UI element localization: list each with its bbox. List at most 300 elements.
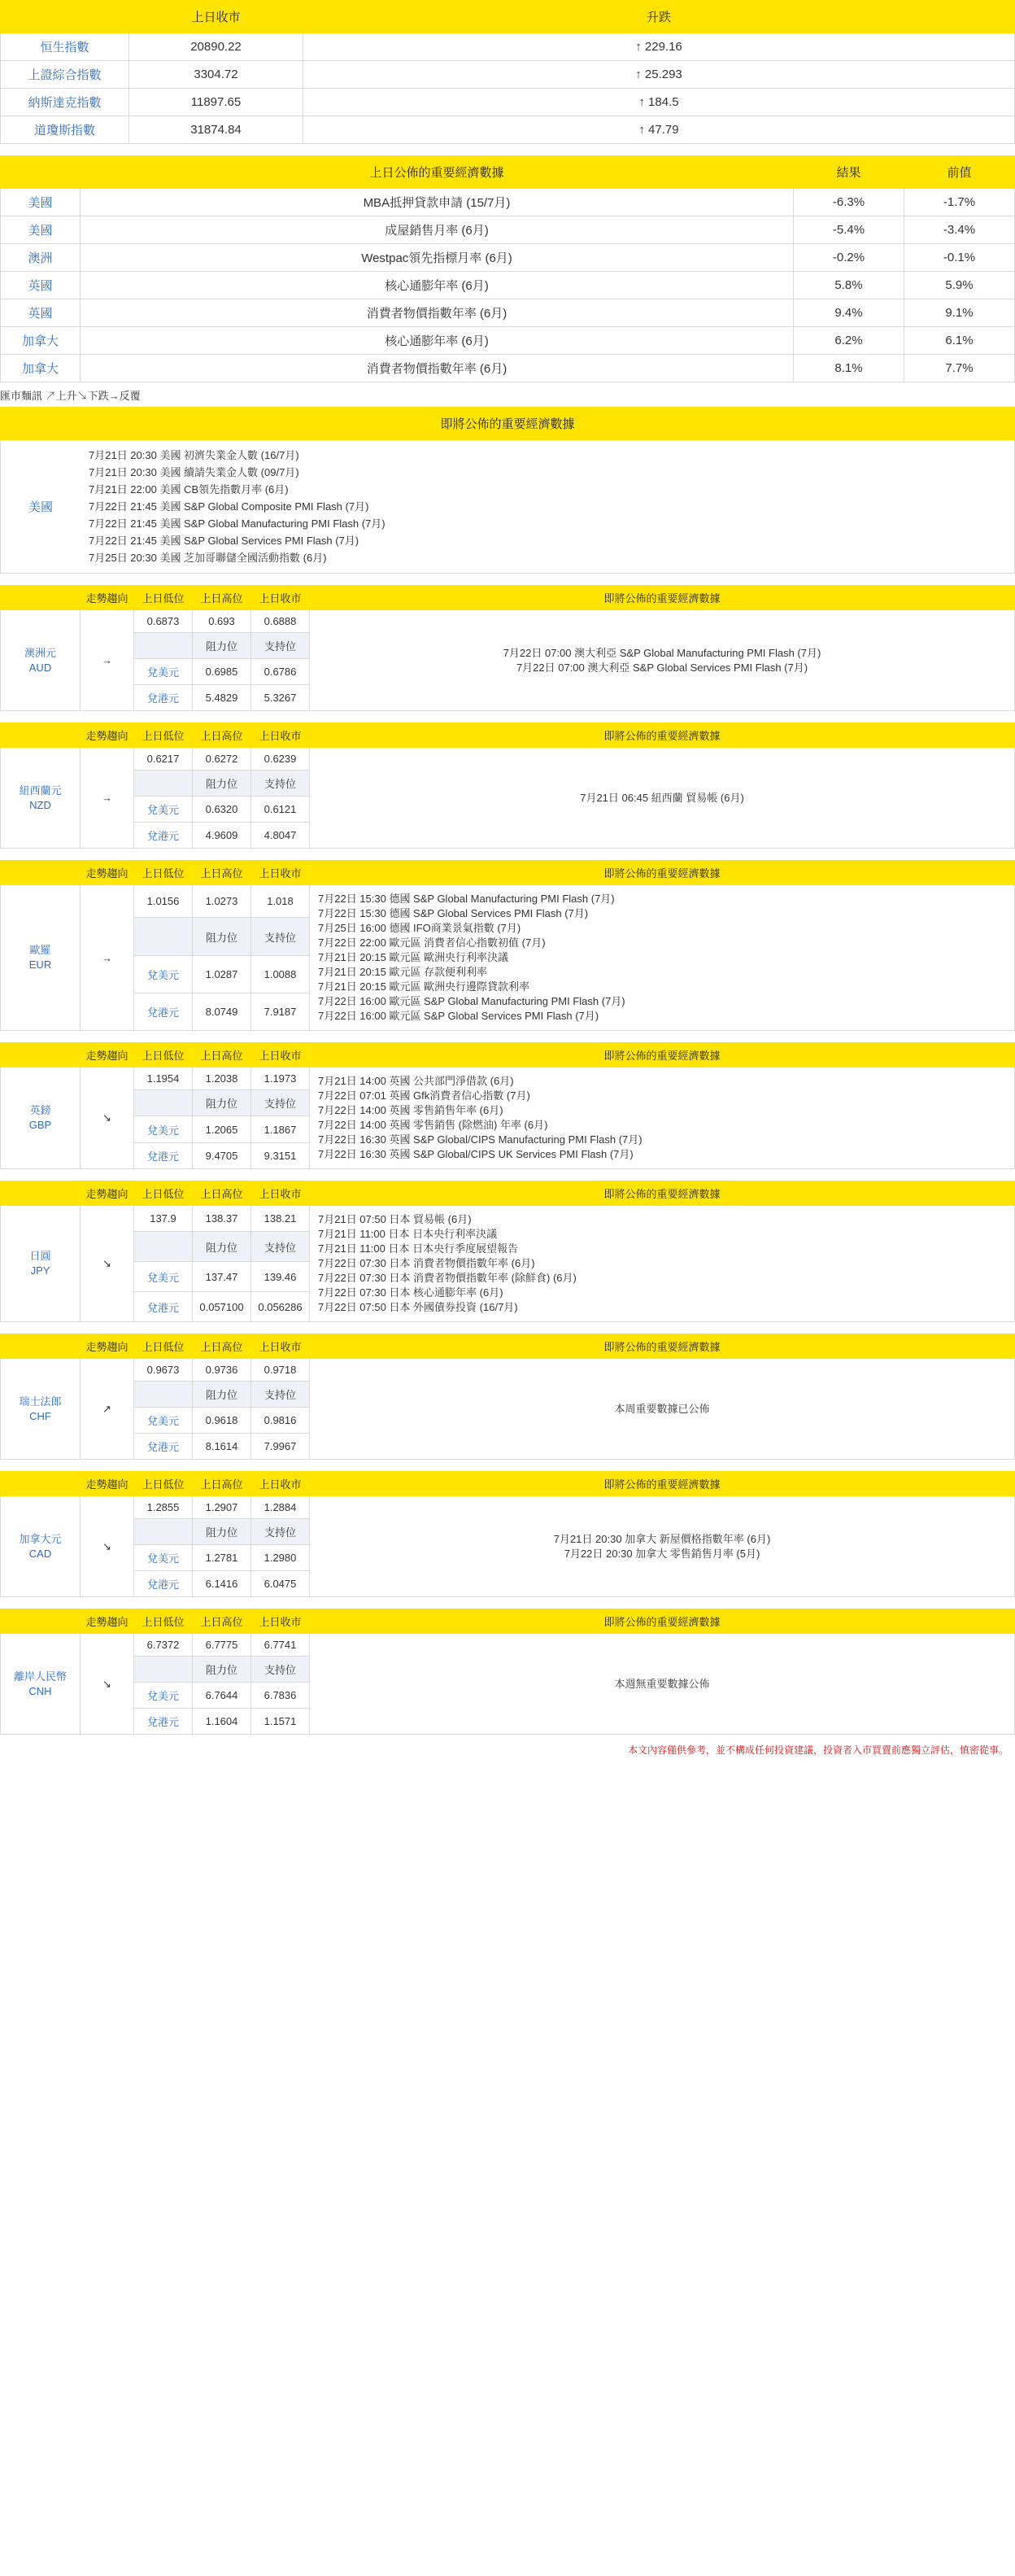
econ-result: 5.8% xyxy=(794,272,904,299)
hkd-support: 9.3151 xyxy=(251,1142,310,1168)
ccy-header-close: 上日收市 xyxy=(251,1472,310,1496)
ccy-header-blank xyxy=(1,1181,81,1206)
ccy-header-close: 上日收市 xyxy=(251,1181,310,1206)
day-close: 138.21 xyxy=(251,1206,310,1232)
table-row xyxy=(1,1359,1015,1382)
currency-block xyxy=(0,1334,1015,1460)
sub-blank xyxy=(134,1232,193,1262)
day-close: 1.2884 xyxy=(251,1496,310,1519)
sub-blank xyxy=(134,771,193,797)
list-item: 7月22日 07:30 日本 消費者物價指數年率 (除鮮食) (6月) xyxy=(318,1272,577,1284)
ccy-header-high: 上日高位 xyxy=(193,723,251,748)
index-close: 20890.22 xyxy=(129,33,303,61)
list-item: 7月22日 14:00 英國 零售銷售 (除燃油) 年率 (6月) xyxy=(318,1119,548,1131)
list-item: 7月21日 22:00 美國 CB領先指數月率 (6月) xyxy=(89,483,289,496)
currency-header-row xyxy=(1,1181,1015,1206)
support-label: 支持位 xyxy=(251,1519,310,1545)
index-change: ↑ 47.79 xyxy=(303,116,1015,144)
trend-arrow-icon: → xyxy=(81,748,134,849)
table-row xyxy=(1,327,1015,355)
support-label: 支持位 xyxy=(251,918,310,955)
day-close: 1.018 xyxy=(251,885,310,918)
econ-country: 英國 xyxy=(1,272,81,299)
ccy-header-news: 即將公佈的重要經濟數據 xyxy=(310,723,1015,748)
currency-header-row xyxy=(1,1043,1015,1068)
sub-blank xyxy=(134,1090,193,1116)
vs-hkd-label: 兌港元 xyxy=(134,685,193,711)
trend-arrow-icon: → xyxy=(81,610,134,711)
table-row xyxy=(1,116,1015,144)
hkd-resistance: 8.1614 xyxy=(193,1434,251,1460)
list-item: 7月22日 07:01 英國 Gfk消費者信心指數 (7月) xyxy=(318,1089,530,1102)
support-label: 支持位 xyxy=(251,771,310,797)
ccy-header-high: 上日高位 xyxy=(193,1334,251,1359)
table-row xyxy=(1,299,1015,327)
ccy-header-low: 上日低位 xyxy=(134,1043,193,1068)
trend-arrow-icon: ↘ xyxy=(81,1496,134,1597)
ccy-header-low: 上日低位 xyxy=(134,1472,193,1496)
ccy-header-close: 上日收市 xyxy=(251,586,310,610)
day-close: 0.9718 xyxy=(251,1359,310,1382)
econ-country: 英國 xyxy=(1,299,81,327)
list-item: 7月22日 21:45 美國 S&P Global Manufacturing PMI Flash (7月) xyxy=(89,517,386,530)
usd-support: 1.2980 xyxy=(251,1545,310,1571)
day-high: 0.6272 xyxy=(193,748,251,771)
day-high: 6.7775 xyxy=(193,1634,251,1657)
currency-block xyxy=(0,1609,1015,1735)
ccy-header-low: 上日低位 xyxy=(134,723,193,748)
table-row xyxy=(1,440,1015,574)
table-row xyxy=(1,216,1015,244)
index-header-close: 上日收市 xyxy=(129,1,303,33)
list-item: 7月21日 11:00 日本 日本央行利率決議 xyxy=(318,1228,498,1240)
currency-name xyxy=(1,610,81,711)
usd-support: 139.46 xyxy=(251,1262,310,1292)
index-table xyxy=(0,0,1015,144)
list-item: 7月22日 20:30 加拿大 零售銷售月率 (5月) xyxy=(564,1547,760,1560)
usd-resistance: 137.47 xyxy=(193,1262,251,1292)
day-high: 138.37 xyxy=(193,1206,251,1232)
support-label: 支持位 xyxy=(251,1232,310,1262)
econ-prev: -3.4% xyxy=(904,216,1015,244)
currency-name-label: 離岸人民幣 xyxy=(13,1670,67,1683)
list-item: 7月21日 20:15 歐元區 存款便利利率 xyxy=(318,966,488,978)
econ-event: 消費者物價指數年率 (6月) xyxy=(81,355,794,382)
sub-blank xyxy=(134,1519,193,1545)
ccy-header-high: 上日高位 xyxy=(193,861,251,885)
currency-name-label: 英鎊 xyxy=(29,1104,51,1116)
ccy-header-blank xyxy=(1,1043,81,1068)
econ-result: 6.2% xyxy=(794,327,904,355)
vs-usd-label: 兌美元 xyxy=(134,659,193,685)
resistance-label: 阻力位 xyxy=(193,633,251,659)
resistance-label: 阻力位 xyxy=(193,1382,251,1408)
hkd-support: 0.056286 xyxy=(251,1292,310,1322)
econ-event: 核心通膨年率 (6月) xyxy=(81,272,794,299)
day-low: 1.1954 xyxy=(134,1068,193,1090)
usd-resistance: 0.6320 xyxy=(193,797,251,823)
ccy-header-news: 即將公佈的重要經濟數據 xyxy=(310,1472,1015,1496)
list-item: 7月21日 20:30 美國 初濟失業金人數 (16/7月) xyxy=(89,449,299,461)
disclaimer: 本文內容僅供參考，並不構成任何投資建議，投資者入市買賣前應獨立評估，慎密從事。 xyxy=(627,1744,1008,1756)
list-item: 本週無重要數據公佈 xyxy=(614,1677,710,1690)
ccy-header-blank xyxy=(1,1334,81,1359)
currency-news xyxy=(310,748,1015,849)
upcoming-country: 美國 xyxy=(28,500,53,514)
hkd-resistance: 8.0749 xyxy=(193,993,251,1030)
usd-support: 0.6121 xyxy=(251,797,310,823)
day-low: 0.9673 xyxy=(134,1359,193,1382)
currency-code-label: CAD xyxy=(28,1547,52,1560)
index-close: 11897.65 xyxy=(129,89,303,116)
ccy-header-news: 即將公佈的重要經濟數據 xyxy=(310,1043,1015,1068)
ccy-header-close: 上日收市 xyxy=(251,861,310,885)
econ-country: 加拿大 xyxy=(1,355,81,382)
index-header-blank xyxy=(1,1,129,33)
list-item: 7月22日 14:00 英國 零售銷售年率 (6月) xyxy=(318,1104,503,1116)
ccy-header-news: 即將公佈的重要經濟數據 xyxy=(310,1181,1015,1206)
list-item: 7月22日 16:00 歐元區 S&P Global Manufacturing PMI Flash (7月) xyxy=(318,995,625,1007)
vs-hkd-label: 兌港元 xyxy=(134,1571,193,1597)
index-close: 31874.84 xyxy=(129,116,303,144)
list-item: 7月22日 16:00 歐元區 S&P Global Services PMI Flash (7月) xyxy=(318,1010,599,1022)
currency-news xyxy=(310,885,1015,1031)
list-item: 7月21日 20:15 歐元區 歐洲央行邊際貸款利率 xyxy=(318,980,530,993)
index-name: 納斯達克指數 xyxy=(1,89,129,116)
list-item: 7月21日 14:00 英國 公共部門淨借款 (6月) xyxy=(318,1075,514,1087)
hkd-support: 6.0475 xyxy=(251,1571,310,1597)
ccy-header-trend: 走勢趨向 xyxy=(81,1609,134,1634)
usd-resistance: 0.6985 xyxy=(193,659,251,685)
table-row xyxy=(1,355,1015,382)
currency-name xyxy=(1,1359,81,1460)
econ-header-event: 上日公佈的重要經濟數據 xyxy=(81,156,794,189)
support-label: 支持位 xyxy=(251,1657,310,1683)
currency-header-row xyxy=(1,1334,1015,1359)
ccy-header-news: 即將公佈的重要經濟數據 xyxy=(310,1609,1015,1634)
index-close: 3304.72 xyxy=(129,61,303,89)
table-row xyxy=(1,748,1015,771)
econ-event: Westpac領先指標月率 (6月) xyxy=(81,244,794,272)
usd-resistance: 1.2781 xyxy=(193,1545,251,1571)
day-close: 6.7741 xyxy=(251,1634,310,1657)
ccy-header-trend: 走勢趨向 xyxy=(81,861,134,885)
economic-data-table xyxy=(0,155,1015,382)
vs-hkd-label: 兌港元 xyxy=(134,1709,193,1735)
currency-header-row xyxy=(1,1609,1015,1634)
table-row xyxy=(1,89,1015,116)
usd-support: 0.6786 xyxy=(251,659,310,685)
usd-resistance: 1.2065 xyxy=(193,1116,251,1142)
currency-blocks xyxy=(0,585,1015,1735)
ccy-header-high: 上日高位 xyxy=(193,1043,251,1068)
upcoming-us-table xyxy=(0,407,1015,574)
vs-hkd-label: 兌港元 xyxy=(134,1434,193,1460)
upcoming-header-row xyxy=(1,408,1015,440)
usd-support: 0.9816 xyxy=(251,1408,310,1434)
currency-name xyxy=(1,1634,81,1735)
currency-code-label: JPY xyxy=(30,1264,50,1277)
list-item: 7月21日 06:45 紐西蘭 貿易帳 (6月) xyxy=(580,791,744,804)
upcoming-body-cell xyxy=(1,440,1015,574)
usd-support: 1.0088 xyxy=(251,955,310,993)
index-name: 道瓊斯指數 xyxy=(1,116,129,144)
econ-table-header-row xyxy=(1,156,1015,189)
econ-result: 8.1% xyxy=(794,355,904,382)
econ-prev: 5.9% xyxy=(904,272,1015,299)
ccy-header-blank xyxy=(1,723,81,748)
currency-name-label: 歐羅 xyxy=(29,944,51,956)
list-item: 7月22日 21:45 美國 S&P Global Services PMI Flash (7月) xyxy=(89,535,359,547)
econ-prev: -1.7% xyxy=(904,189,1015,216)
list-item: 7月22日 07:30 日本 消費者物價指數年率 (6月) xyxy=(318,1257,535,1269)
currency-name xyxy=(1,885,81,1031)
index-name: 上證綜合指數 xyxy=(1,61,129,89)
support-label: 支持位 xyxy=(251,633,310,659)
day-low: 1.2855 xyxy=(134,1496,193,1519)
econ-result: -6.3% xyxy=(794,189,904,216)
econ-prev: -0.1% xyxy=(904,244,1015,272)
vs-usd-label: 兌美元 xyxy=(134,1116,193,1142)
vs-usd-label: 兌美元 xyxy=(134,797,193,823)
resistance-label: 阻力位 xyxy=(193,918,251,955)
currency-news xyxy=(310,1206,1015,1322)
sub-blank xyxy=(134,1382,193,1408)
econ-prev: 9.1% xyxy=(904,299,1015,327)
resistance-label: 阻力位 xyxy=(193,1232,251,1262)
support-label: 支持位 xyxy=(251,1090,310,1116)
ccy-header-blank xyxy=(1,1609,81,1634)
currency-block xyxy=(0,723,1015,849)
list-item: 7月22日 21:45 美國 S&P Global Composite PMI Flash (7月) xyxy=(89,500,369,513)
currency-name-label: 瑞士法郎 xyxy=(19,1395,62,1408)
resistance-label: 阻力位 xyxy=(193,1519,251,1545)
econ-event: MBA抵押貸款申請 (15/7月) xyxy=(81,189,794,216)
currency-code-label: AUD xyxy=(28,661,52,674)
index-name: 恒生指數 xyxy=(1,33,129,61)
hkd-support: 5.3267 xyxy=(251,685,310,711)
usd-resistance: 0.9618 xyxy=(193,1408,251,1434)
currency-name-label: 澳洲元 xyxy=(24,646,56,659)
ccy-header-trend: 走勢趨向 xyxy=(81,586,134,610)
resistance-label: 阻力位 xyxy=(193,1657,251,1683)
vs-hkd-label: 兌港元 xyxy=(134,1292,193,1322)
list-item: 7月22日 15:30 德國 S&P Global Manufacturing PMI Flash (7月) xyxy=(318,893,615,905)
ccy-header-blank xyxy=(1,1472,81,1496)
ccy-header-low: 上日低位 xyxy=(134,586,193,610)
table-row xyxy=(1,272,1015,299)
table-row xyxy=(1,885,1015,918)
econ-country: 美國 xyxy=(1,216,81,244)
currency-name xyxy=(1,1496,81,1597)
currency-block xyxy=(0,1181,1015,1322)
upcoming-header-title: 即將公佈的重要經濟數據 xyxy=(1,408,1015,440)
currency-news xyxy=(310,1634,1015,1735)
list-item: 本周重要數據已公佈 xyxy=(614,1402,710,1415)
usd-resistance: 6.7644 xyxy=(193,1683,251,1709)
table-row xyxy=(1,610,1015,633)
ccy-header-low: 上日低位 xyxy=(134,1181,193,1206)
econ-event: 成屋銷售月率 (6月) xyxy=(81,216,794,244)
resistance-label: 阻力位 xyxy=(193,771,251,797)
currency-name xyxy=(1,1068,81,1169)
hkd-resistance: 5.4829 xyxy=(193,685,251,711)
currency-header-row xyxy=(1,586,1015,610)
table-row xyxy=(1,1496,1015,1519)
econ-prev: 6.1% xyxy=(904,327,1015,355)
index-change: ↑ 25.293 xyxy=(303,61,1015,89)
currency-block xyxy=(0,860,1015,1031)
ccy-header-blank xyxy=(1,586,81,610)
day-close: 0.6239 xyxy=(251,748,310,771)
trend-legend: 匯市麵訊 ↗上升↘下跌→反覆 xyxy=(0,390,141,402)
ccy-header-high: 上日高位 xyxy=(193,586,251,610)
day-low: 1.0156 xyxy=(134,885,193,918)
currency-name xyxy=(1,748,81,849)
vs-usd-label: 兌美元 xyxy=(134,1262,193,1292)
hkd-support: 7.9967 xyxy=(251,1434,310,1460)
ccy-header-low: 上日低位 xyxy=(134,1609,193,1634)
currency-name-label: 日圓 xyxy=(29,1250,51,1262)
sub-blank xyxy=(134,918,193,955)
index-change: ↑ 229.16 xyxy=(303,33,1015,61)
currency-news xyxy=(310,1359,1015,1460)
currency-header-row xyxy=(1,861,1015,885)
currency-news xyxy=(310,1496,1015,1597)
ccy-header-close: 上日收市 xyxy=(251,723,310,748)
ccy-header-high: 上日高位 xyxy=(193,1609,251,1634)
ccy-header-news: 即將公佈的重要經濟數據 xyxy=(310,861,1015,885)
vs-usd-label: 兌美元 xyxy=(134,1683,193,1709)
vs-hkd-label: 兌港元 xyxy=(134,993,193,1030)
ccy-header-close: 上日收市 xyxy=(251,1334,310,1359)
ccy-header-trend: 走勢趨向 xyxy=(81,1181,134,1206)
day-low: 0.6217 xyxy=(134,748,193,771)
list-item: 7月21日 20:30 美國 續請失業金人數 (09/7月) xyxy=(89,466,299,478)
trend-arrow-icon: → xyxy=(81,885,134,1031)
support-label: 支持位 xyxy=(251,1382,310,1408)
list-item: 7月22日 16:30 英國 S&P Global/CIPS Manufacturing PMI Flash (7月) xyxy=(318,1133,643,1146)
upcoming-lines xyxy=(1,440,1014,573)
ccy-header-news: 即將公佈的重要經濟數據 xyxy=(310,586,1015,610)
ccy-header-high: 上日高位 xyxy=(193,1181,251,1206)
day-high: 1.2907 xyxy=(193,1496,251,1519)
list-item: 7月22日 07:00 澳大利亞 S&P Global Manufacturing PMI Flash (7月) xyxy=(503,646,821,659)
ccy-header-close: 上日收市 xyxy=(251,1609,310,1634)
sub-blank xyxy=(134,1657,193,1683)
index-header-change: 升跌 xyxy=(303,1,1015,33)
currency-code-label: CHF xyxy=(29,1409,51,1422)
currency-name-label: 加拿大元 xyxy=(19,1532,62,1545)
econ-event: 核心通膨年率 (6月) xyxy=(81,327,794,355)
currency-name xyxy=(1,1206,81,1322)
hkd-resistance: 6.1416 xyxy=(193,1571,251,1597)
table-row xyxy=(1,33,1015,61)
list-item: 7月22日 15:30 德國 S&P Global Services PMI Flash (7月) xyxy=(318,907,589,919)
ccy-header-trend: 走勢趨向 xyxy=(81,723,134,748)
day-low: 0.6873 xyxy=(134,610,193,633)
list-item: 7月22日 07:00 澳大利亞 S&P Global Services PMI Flash (7月) xyxy=(516,661,808,674)
list-item: 7月21日 07:50 日本 貿易帳 (6月) xyxy=(318,1213,472,1225)
currency-block xyxy=(0,585,1015,711)
resistance-label: 阻力位 xyxy=(193,1090,251,1116)
ccy-header-trend: 走勢趨向 xyxy=(81,1334,134,1359)
table-row xyxy=(1,1206,1015,1232)
currency-news xyxy=(310,610,1015,711)
ccy-header-low: 上日低位 xyxy=(134,861,193,885)
hkd-support: 1.1571 xyxy=(251,1709,310,1735)
ccy-header-trend: 走勢趨向 xyxy=(81,1472,134,1496)
hkd-resistance: 1.1604 xyxy=(193,1709,251,1735)
list-item: 7月22日 07:50 日本 外國債券投資 (16/7月) xyxy=(318,1301,518,1313)
econ-result: -0.2% xyxy=(794,244,904,272)
list-item: 7月25日 16:00 德國 IFO商業景氣指數 (7月) xyxy=(318,922,521,934)
trend-arrow-icon: ↘ xyxy=(81,1068,134,1169)
ccy-header-low: 上日低位 xyxy=(134,1334,193,1359)
list-item: 7月22日 16:30 英國 S&P Global/CIPS UK Services PMI Flash (7月) xyxy=(318,1148,634,1160)
econ-event: 消費者物價指數年率 (6月) xyxy=(81,299,794,327)
day-high: 0.9736 xyxy=(193,1359,251,1382)
day-low: 6.7372 xyxy=(134,1634,193,1657)
econ-result: -5.4% xyxy=(794,216,904,244)
table-row xyxy=(1,189,1015,216)
index-change: ↑ 184.5 xyxy=(303,89,1015,116)
list-item: 7月21日 20:15 歐元區 歐洲央行利率決議 xyxy=(318,951,509,963)
ccy-header-blank xyxy=(1,861,81,885)
table-row xyxy=(1,61,1015,89)
econ-header-result: 結果 xyxy=(794,156,904,189)
hkd-resistance: 0.057100 xyxy=(193,1292,251,1322)
currency-block xyxy=(0,1471,1015,1597)
currency-code-label: NZD xyxy=(29,798,51,811)
hkd-resistance: 9.4705 xyxy=(193,1142,251,1168)
currency-header-row xyxy=(1,723,1015,748)
vs-usd-label: 兌美元 xyxy=(134,955,193,993)
vs-hkd-label: 兌港元 xyxy=(134,1142,193,1168)
list-item: 7月21日 20:30 加拿大 新屋價格指數年率 (6月) xyxy=(553,1532,771,1545)
list-item: 7月25日 20:30 美國 芝加哥聯儲全國活動指數 (6月) xyxy=(89,552,327,564)
table-row xyxy=(1,1068,1015,1090)
econ-country: 美國 xyxy=(1,189,81,216)
ccy-header-news: 即將公佈的重要經濟數據 xyxy=(310,1334,1015,1359)
table-row xyxy=(1,244,1015,272)
ccy-header-high: 上日高位 xyxy=(193,1472,251,1496)
econ-header-prev: 前值 xyxy=(904,156,1015,189)
econ-header-blank xyxy=(1,156,81,189)
currency-code-label: CNH xyxy=(28,1684,52,1697)
currency-block xyxy=(0,1042,1015,1169)
usd-support: 1.1867 xyxy=(251,1116,310,1142)
econ-prev: 7.7% xyxy=(904,355,1015,382)
spacer xyxy=(0,144,1015,155)
vs-usd-label: 兌美元 xyxy=(134,1545,193,1571)
day-high: 1.0273 xyxy=(193,885,251,918)
econ-result: 9.4% xyxy=(794,299,904,327)
econ-country: 澳洲 xyxy=(1,244,81,272)
currency-news xyxy=(310,1068,1015,1169)
econ-country: 加拿大 xyxy=(1,327,81,355)
hkd-resistance: 4.9609 xyxy=(193,823,251,849)
day-low: 137.9 xyxy=(134,1206,193,1232)
day-high: 0.693 xyxy=(193,610,251,633)
ccy-header-close: 上日收市 xyxy=(251,1043,310,1068)
table-row xyxy=(1,1634,1015,1657)
trend-arrow-icon: ↘ xyxy=(81,1634,134,1735)
list-item: 7月21日 11:00 日本 日本央行季度展望報告 xyxy=(318,1242,519,1255)
hkd-support: 4.8047 xyxy=(251,823,310,849)
ccy-header-trend: 走勢趨向 xyxy=(81,1043,134,1068)
index-table-header-row xyxy=(1,1,1015,33)
